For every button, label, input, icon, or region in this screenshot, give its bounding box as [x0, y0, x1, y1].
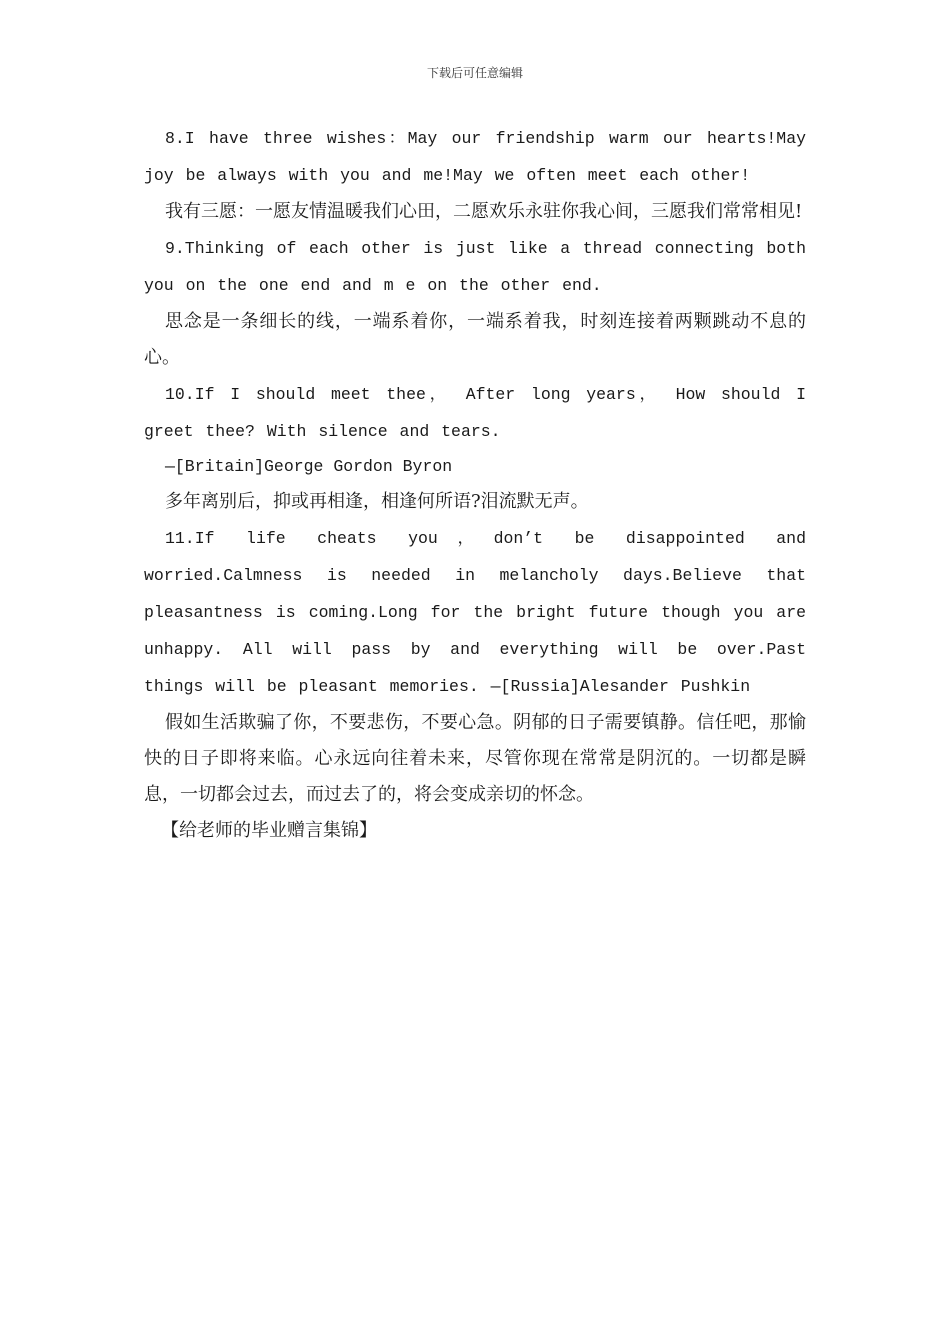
page-header: 下载后可任意编辑 — [426, 66, 523, 80]
quote-item-9 — [144, 230, 806, 376]
section-heading: 【给老师的毕业赠言集锦】 — [161, 820, 377, 841]
quote-english: 11.If life cheats you，don’t be disappointed and worried.Calmness is needed in melancholy days.Believe that pleasantness is coming.Long for the bright future though you are unhappy. All will pass by and everything will be over.Past things will be pleasant memories. —[Russia]Alesander Pushkin — [144, 529, 806, 696]
quote-item-11 — [144, 520, 806, 813]
quote-item-10 — [144, 376, 806, 520]
quote-chinese: 思念是一条细长的线，一端系着你，一端系着我，时刻连接着两颗跳动不息的心。 — [144, 311, 806, 368]
quote-english: 8.I have three wishes：May our friendship warm our hearts!May joy be always with you and me!May we often meet each other! — [144, 129, 806, 185]
quote-chinese: 我有三愿：一愿友情温暖我们心田，二愿欢乐永驻你我心间，三愿我们常常相见! — [165, 201, 803, 222]
document-body — [144, 120, 806, 849]
quote-chinese: 假如生活欺骗了你，不要悲伤，不要心急。阴郁的日子需要镇静。信任吧，那愉快的日子即将来临。心永远向往着未来，尽管你现在常常是阴沉的。一切都是瞬息，一切都会过去，而过去了的，将会变成亲切的怀念。 — [144, 712, 806, 805]
quote-chinese: 多年离别后，抑或再相逢，相逢何所语?泪流默无声。 — [165, 491, 589, 512]
quote-english: 9.Thinking of each other is just like a thread connecting both you on the one end and m e on the other end. — [144, 239, 806, 295]
quote-english: 10.If I should meet thee， After long years， How should I greet thee? With silence and tears. — [144, 385, 806, 441]
quote-item-8 — [144, 120, 806, 230]
quote-attribution: —[Britain]George Gordon Byron — [165, 457, 453, 476]
